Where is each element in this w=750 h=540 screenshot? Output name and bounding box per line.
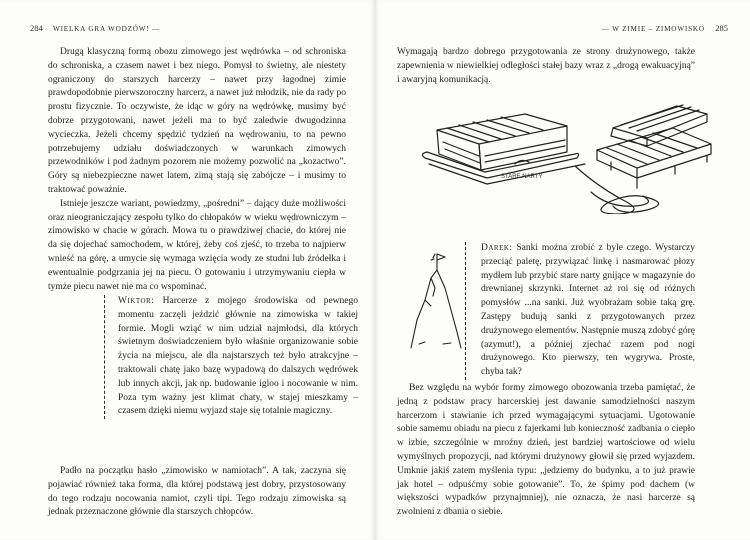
ski-sled-drawing: [422, 114, 585, 184]
paragraph: Padło na początku hasło „zimowisko w namiotach”. A tak, zaczyna się pojawiać również taka forma, dla której podstawą jest dobry, przystosowany do tego rodzaju nocowania namiot, czyli tipi. Tego rodzaju zimowiska są jednak przeznaczone głównie dla starszych chłopców.: [48, 466, 346, 518]
quote-paragraph: [481, 242, 695, 380]
right-bottom-text: [397, 382, 695, 520]
darek-quote: [481, 242, 695, 380]
mountain-flag-illustration: [407, 248, 465, 352]
paragraph: Drugą klasyczną formą obozu zimowego jest wędrówka – od schroniska do schroniska, a czasem nawet i bez niego. Pomysł to świetny, ale niestety ograniczony do starszych harcerzy – nawet przy łagodnej zimie prawdopodobnie pierwszoroczny harcerz, a nawet już młodzik, nie da rady po prostu fizycznie. To oczywiste, że idąc w góry na wędrówkę, musimy być dobrze przygotowani, nawet jeżeli ma to być zaledwie dwugodzinna wycieczka. Jeżeli chcemy spędzić tydzień na wędrowaniu, to na pewno potrzebujemy udziału doświadczonych w warunkach zimowych przewodników i pod żadnym pozorem nie możemy pozwolić na „kozactwo”. Góry są niebezpieczne nawet latem, zimą stają się zabójcze – i musimy to traktować poważnie.: [48, 47, 346, 195]
left-running-head: [30, 23, 160, 33]
wiktor-quote: [104, 295, 358, 419]
paragraph: Istnieje jeszcze wariant, powiedzmy, „pośredni” – dający duże możliwości oraz nieograniczający zespołu tylko do chłopaków w wieku wędrowniczym – zimowisko w chacie w górach. Mowa tu o prawdziwej chacie, do której nie da się dojechać samochodem, w której, żeby coś zjeść, to trzeba to najpierw wnieść na górę, a umycie się wymaga wzięcia wody ze studni lub źródełka i ewentualnie podgrzania jej na piecu. O gotowaniu i utrzymywaniu ciepła w tymże piecu nawet nie ma co wspominać.: [48, 198, 346, 292]
right-page-number: 285: [715, 23, 728, 33]
right-running-title: — W ZIMIE – ZIMOWISKO: [601, 25, 705, 33]
right-page: [375, 0, 750, 540]
quote-margin-line: [465, 242, 472, 380]
left-main-text: [48, 46, 346, 294]
quote-text: Sanki można zrobić z byle czego. Wystarczy przeciąć paletę, przywiązać linkę i nasmarować płozy mydłem lub przybić stare narty gnijące w magazynie do drewnianej skrzynki. Internet aż roi się od różnych pomysłów ...na sanki. Już wyobrażam sobie taką grę. Zastępy budują sanki z przygotowanych przez drużynowego elementów. Następnie muszą zdobyć górę (azymut!), a później zjechać razem pod nogi drużynowego. Kto pierwszy, ten wygrywa. Proste, chyba tak?: [481, 243, 696, 378]
sketch-label: STARE NARTY: [501, 174, 543, 180]
rope-drawing: [575, 166, 659, 214]
right-top-text: [397, 46, 695, 87]
pallet-sled-drawing: [597, 105, 711, 188]
quote-speaker: Wiktor:: [118, 296, 155, 306]
left-page-number: 284: [30, 23, 43, 33]
right-running-head: [602, 23, 728, 33]
left-tail-text: [48, 465, 346, 520]
left-running-title: WIELKA GRA WODZÓW! —: [53, 25, 161, 33]
quote-paragraph: [118, 295, 358, 419]
paragraph: Wymagają bardzo dobrego przygotowania ze strony drużynowego, także zapewnienia w niewielkiej odległości stałej bazy wraz z „drogą ewakuacyjną” i awaryjną komunikacją.: [397, 47, 695, 85]
paragraph: Bez względu na wybór formy zimowego obozowania trzeba pamiętać, że jedną z podstaw pracy harcerskiej jest dawanie samodzielności naszym harcerzom i stawianie ich przed wymagającymi sytuacjami. Ugotowanie sobie samemu obiadu na piecu z fajerkami lub konieczność zadbania o ciepło w izbie, szczególnie w mroźny dzień, jest bardziej wartościowe od wielu wymyślnych propozycji, nad którymi drużynowy głowił się przed wyjazdem. Umknie jakiś zatem myślenia typu: „jedziemy do budynku, a to już prawie jak hotel – odpuśćmy sobie gotowanie”. To, że śpimy pod dachem (w większości wypadków przynajmniej), nie oznacza, że nasi harcerze są zwolnieni z dbania o siebie.: [397, 383, 695, 518]
sled-sketch-illustration: [415, 92, 715, 214]
quote-text: Harcerze z mojego środowiska od pewnego momentu zaczęli jeździć głównie na zimowiska w takiej formie. Mogli wziąć w nim udział najmłodsi, dla których świetnym doświadczeniem było właśnie organizowanie sobie życia na miejscu, ale dla najstarszych też było atrakcyjne – traktowali chatę jako bazę wypadową do dalszych wędrówek lub innych akcji, jak np. budowanie igloo i nocowanie w nim. Poza tym ważny jest klimat chaty, w stajej mieszkamy – czasem dzięki niemu wyjazd staje się totalnie magiczny.: [118, 296, 358, 417]
quote-speaker: Darek:: [481, 243, 513, 253]
quote-margin-line: [104, 295, 111, 419]
